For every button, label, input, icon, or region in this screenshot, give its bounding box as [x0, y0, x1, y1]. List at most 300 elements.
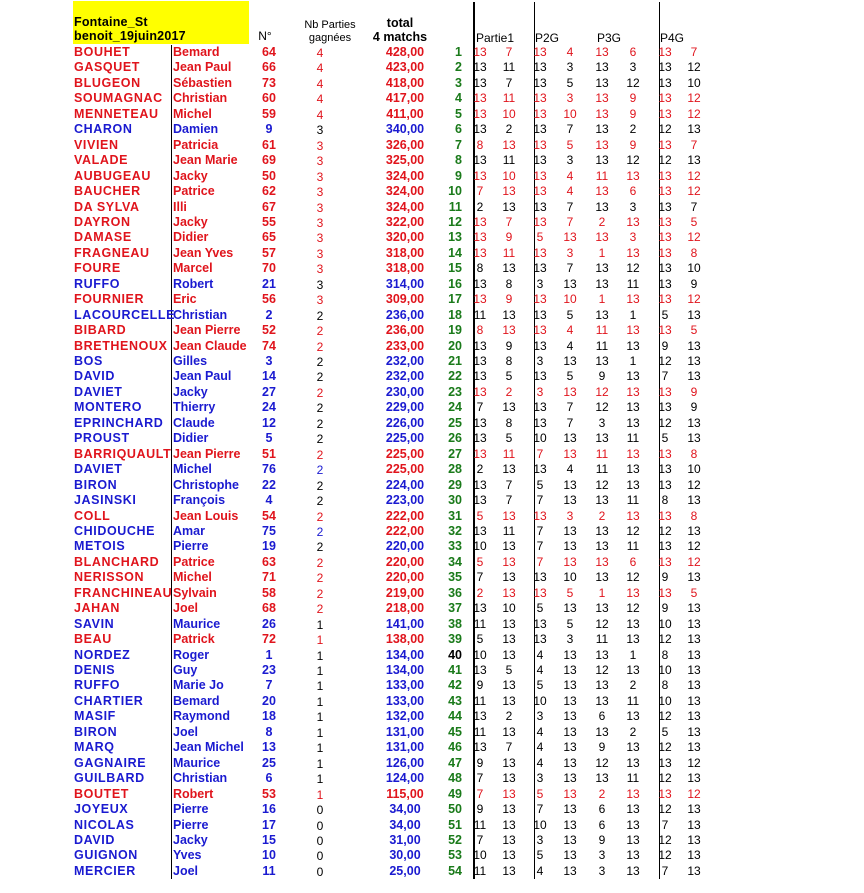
game-score-cell[interactable]: 9: [598, 369, 606, 384]
game-score-cell[interactable]: 13: [473, 709, 487, 724]
game-score-cell[interactable]: 5: [476, 508, 484, 523]
wins-count-cell[interactable]: 1: [316, 741, 324, 756]
game-score-cell[interactable]: 9: [505, 230, 513, 245]
wins-count-cell[interactable]: 4: [316, 61, 324, 76]
game-score-cell[interactable]: 1: [629, 647, 637, 662]
game-score-cell[interactable]: 11: [502, 245, 516, 260]
rank-cell[interactable]: 21: [448, 354, 462, 368]
last-name-cell[interactable]: MASIF: [74, 709, 116, 724]
game-score-cell[interactable]: 10: [563, 106, 577, 121]
first-name-cell[interactable]: Patrice: [173, 184, 215, 199]
game-score-cell[interactable]: 12: [687, 292, 701, 307]
game-score-cell[interactable]: 2: [505, 122, 513, 137]
game-score-cell[interactable]: 13: [595, 647, 609, 662]
total-score-cell[interactable]: 428,00: [385, 45, 425, 59]
last-name-cell[interactable]: VIVIEN: [74, 137, 119, 152]
game-score-cell[interactable]: 13: [687, 863, 701, 878]
game-score-cell[interactable]: 13: [626, 802, 640, 817]
last-name-cell[interactable]: BARRIQUAULT: [74, 446, 172, 461]
game-score-cell[interactable]: 13: [563, 493, 577, 508]
game-score-cell[interactable]: 3: [566, 153, 574, 168]
game-score-cell[interactable]: 7: [505, 214, 513, 229]
last-name-cell[interactable]: FOURE: [74, 261, 121, 276]
total-score-cell[interactable]: 133,00: [385, 693, 425, 708]
game-score-cell[interactable]: 9: [661, 570, 669, 585]
last-name-cell[interactable]: BIRON: [74, 477, 118, 492]
game-score-cell[interactable]: 12: [687, 539, 701, 554]
game-score-cell[interactable]: 13: [595, 771, 609, 786]
game-score-cell[interactable]: 13: [626, 786, 640, 801]
game-score-cell[interactable]: 4: [536, 724, 544, 739]
game-score-cell[interactable]: 5: [505, 663, 513, 677]
game-score-cell[interactable]: 8: [476, 261, 484, 276]
rank-cell[interactable]: 15: [448, 261, 462, 276]
total-score-cell[interactable]: 220,00: [385, 539, 425, 554]
game-score-cell[interactable]: 12: [658, 802, 672, 817]
first-name-cell[interactable]: Christian: [173, 307, 228, 322]
game-score-cell[interactable]: 5: [536, 601, 544, 616]
game-score-cell[interactable]: 12: [626, 601, 640, 616]
game-score-cell[interactable]: 13: [687, 832, 701, 847]
game-score-cell[interactable]: 9: [661, 338, 669, 353]
game-score-cell[interactable]: 2: [629, 678, 637, 693]
player-number-cell[interactable]: 11: [262, 863, 276, 878]
wins-count-cell[interactable]: 3: [316, 185, 324, 200]
first-name-cell[interactable]: Pierre: [173, 817, 209, 832]
game-score-cell[interactable]: 10: [687, 462, 701, 477]
rank-cell[interactable]: 2: [455, 60, 462, 75]
last-name-cell[interactable]: CHARTIER: [74, 693, 144, 708]
game-score-cell[interactable]: 13: [658, 184, 672, 199]
total-score-cell[interactable]: 236,00: [385, 307, 425, 322]
last-name-cell[interactable]: JOYEUX: [74, 802, 129, 817]
player-number-cell[interactable]: 71: [262, 570, 276, 585]
game-score-cell[interactable]: 13: [595, 75, 609, 90]
game-score-cell[interactable]: 3: [629, 199, 637, 214]
player-number-cell[interactable]: 8: [265, 724, 273, 739]
player-number-cell[interactable]: 13: [262, 740, 276, 755]
wins-count-cell[interactable]: 1: [316, 710, 324, 725]
game-score-cell[interactable]: 4: [566, 338, 574, 353]
game-score-cell[interactable]: 3: [536, 354, 544, 368]
rank-cell[interactable]: 42: [448, 678, 462, 693]
game-score-cell[interactable]: 13: [473, 168, 487, 183]
game-score-cell[interactable]: 7: [566, 199, 574, 214]
wins-count-cell[interactable]: 1: [316, 756, 324, 771]
game-score-cell[interactable]: 11: [595, 168, 609, 183]
game-score-cell[interactable]: 2: [598, 214, 606, 229]
game-score-cell[interactable]: 13: [595, 230, 609, 245]
last-name-cell[interactable]: BLUGEON: [74, 75, 141, 90]
last-name-cell[interactable]: BIRON: [74, 724, 118, 739]
game-score-cell[interactable]: 6: [629, 184, 637, 199]
first-name-cell[interactable]: Raymond: [173, 709, 230, 724]
total-score-cell[interactable]: 134,00: [385, 647, 425, 662]
first-name-cell[interactable]: Marie Jo: [173, 678, 224, 693]
player-number-cell[interactable]: 54: [262, 508, 276, 523]
game-score-cell[interactable]: 13: [687, 647, 701, 662]
game-score-cell[interactable]: 13: [687, 307, 701, 322]
game-score-cell[interactable]: 12: [658, 848, 672, 863]
first-name-cell[interactable]: Amar: [173, 523, 205, 538]
game-score-cell[interactable]: 13: [533, 462, 547, 477]
player-number-cell[interactable]: 19: [262, 539, 276, 554]
rank-cell[interactable]: 34: [448, 554, 462, 569]
player-number-cell[interactable]: 6: [265, 771, 273, 786]
game-score-cell[interactable]: 9: [476, 755, 484, 770]
game-score-cell[interactable]: 13: [658, 323, 672, 338]
game-score-cell[interactable]: 13: [626, 384, 640, 399]
first-name-cell[interactable]: Jean Paul: [173, 369, 232, 384]
total-score-cell[interactable]: 417,00: [385, 91, 425, 106]
game-score-cell[interactable]: 13: [658, 60, 672, 75]
game-score-cell[interactable]: 9: [690, 276, 698, 291]
game-score-cell[interactable]: 7: [476, 184, 484, 199]
game-score-cell[interactable]: 13: [533, 632, 547, 647]
game-score-cell[interactable]: 2: [476, 585, 484, 600]
last-name-cell[interactable]: FRAGNEAU: [74, 245, 150, 260]
game-score-cell[interactable]: 13: [473, 601, 487, 616]
player-number-cell[interactable]: 9: [265, 122, 273, 137]
game-score-cell[interactable]: 13: [658, 75, 672, 90]
game-score-cell[interactable]: 13: [502, 307, 516, 322]
game-score-cell[interactable]: 10: [473, 539, 487, 554]
game-score-cell[interactable]: 13: [626, 462, 640, 477]
rank-cell[interactable]: 49: [448, 786, 462, 801]
last-name-cell[interactable]: GASQUET: [74, 60, 141, 75]
game-score-cell[interactable]: 13: [533, 91, 547, 106]
wins-count-cell[interactable]: 4: [316, 46, 324, 60]
game-score-cell[interactable]: 13: [595, 60, 609, 75]
game-score-cell[interactable]: 3: [536, 276, 544, 291]
wins-count-cell[interactable]: 2: [316, 339, 324, 354]
total-score-cell[interactable]: 126,00: [385, 755, 425, 770]
game-score-cell[interactable]: 7: [661, 369, 669, 384]
rank-cell[interactable]: 26: [448, 431, 462, 446]
game-score-cell[interactable]: 13: [626, 292, 640, 307]
game-score-cell[interactable]: 5: [661, 307, 669, 322]
total-score-cell[interactable]: 340,00: [385, 122, 425, 137]
game-score-cell[interactable]: 13: [595, 45, 609, 59]
game-score-cell[interactable]: 11: [502, 523, 516, 538]
game-score-cell[interactable]: 13: [533, 261, 547, 276]
game-score-cell[interactable]: 12: [687, 755, 701, 770]
game-score-cell[interactable]: 13: [473, 415, 487, 430]
game-score-cell[interactable]: 13: [687, 616, 701, 631]
game-score-cell[interactable]: 5: [566, 307, 574, 322]
game-score-cell[interactable]: 13: [595, 493, 609, 508]
last-name-cell[interactable]: GUIGNON: [74, 848, 138, 863]
game-score-cell[interactable]: 13: [658, 477, 672, 492]
game-score-cell[interactable]: 13: [533, 168, 547, 183]
game-score-cell[interactable]: 13: [502, 802, 516, 817]
player-number-cell[interactable]: 15: [262, 832, 276, 847]
first-name-cell[interactable]: Damien: [173, 122, 219, 137]
game-score-cell[interactable]: 2: [505, 384, 513, 399]
last-name-cell[interactable]: MONTERO: [74, 400, 143, 415]
game-score-cell[interactable]: 13: [502, 570, 516, 585]
game-score-cell[interactable]: 7: [536, 539, 544, 554]
game-score-cell[interactable]: 11: [595, 462, 609, 477]
game-score-cell[interactable]: 4: [536, 755, 544, 770]
game-score-cell[interactable]: 4: [566, 168, 574, 183]
total-score-cell[interactable]: 324,00: [385, 199, 425, 214]
player-number-cell[interactable]: 14: [262, 369, 276, 384]
game-score-cell[interactable]: 9: [690, 400, 698, 415]
total-score-cell[interactable]: 134,00: [385, 663, 425, 677]
game-score-cell[interactable]: 12: [687, 554, 701, 569]
game-score-cell[interactable]: 13: [502, 539, 516, 554]
game-score-cell[interactable]: 13: [626, 415, 640, 430]
player-number-cell[interactable]: 60: [262, 91, 276, 106]
game-score-cell[interactable]: 13: [595, 106, 609, 121]
game-score-cell[interactable]: 13: [473, 431, 487, 446]
game-score-cell[interactable]: 12: [626, 570, 640, 585]
last-name-cell[interactable]: NORDEZ: [74, 647, 131, 662]
rank-cell[interactable]: 12: [448, 214, 462, 229]
total-score-cell[interactable]: 229,00: [385, 400, 425, 415]
game-score-cell[interactable]: 13: [502, 771, 516, 786]
first-name-cell[interactable]: Christophe: [173, 477, 239, 492]
game-score-cell[interactable]: 7: [505, 493, 513, 508]
game-score-cell[interactable]: 13: [595, 539, 609, 554]
wins-count-cell[interactable]: 1: [316, 664, 324, 678]
total-score-cell[interactable]: 411,00: [386, 106, 424, 121]
game-score-cell[interactable]: 7: [661, 817, 669, 832]
wins-count-cell[interactable]: 1: [316, 787, 324, 802]
game-score-cell[interactable]: 12: [658, 523, 672, 538]
total-score-cell[interactable]: 326,00: [385, 137, 425, 152]
game-score-cell[interactable]: 12: [626, 75, 640, 90]
game-score-cell[interactable]: 10: [533, 693, 547, 708]
game-score-cell[interactable]: 13: [687, 153, 701, 168]
game-score-cell[interactable]: 13: [502, 724, 516, 739]
game-score-cell[interactable]: 13: [502, 632, 516, 647]
wins-count-cell[interactable]: 0: [316, 818, 324, 833]
last-name-cell[interactable]: MENNETEAU: [74, 106, 159, 121]
player-number-cell[interactable]: 65: [262, 230, 276, 245]
last-name-cell[interactable]: JASINSKI: [74, 493, 137, 508]
total-score-cell[interactable]: 225,00: [385, 431, 425, 446]
game-score-cell[interactable]: 13: [533, 45, 547, 59]
player-number-cell[interactable]: 57: [262, 245, 276, 260]
game-score-cell[interactable]: 13: [595, 153, 609, 168]
game-score-cell[interactable]: 11: [502, 153, 516, 168]
game-score-cell[interactable]: 7: [566, 214, 574, 229]
game-score-cell[interactable]: 12: [626, 261, 640, 276]
player-number-cell[interactable]: 3: [265, 354, 273, 368]
game-score-cell[interactable]: 13: [687, 663, 701, 677]
game-score-cell[interactable]: 13: [595, 678, 609, 693]
total-score-cell[interactable]: 220,00: [385, 570, 425, 585]
game-score-cell[interactable]: 12: [687, 60, 701, 75]
total-score-cell[interactable]: 219,00: [385, 585, 425, 600]
game-score-cell[interactable]: 13: [626, 400, 640, 415]
game-score-cell[interactable]: 13: [595, 307, 609, 322]
last-name-cell[interactable]: FRANCHINEAU: [74, 585, 173, 600]
game-score-cell[interactable]: 9: [598, 740, 606, 755]
total-score-cell[interactable]: 222,00: [385, 523, 425, 538]
game-score-cell[interactable]: 13: [473, 245, 487, 260]
game-score-cell[interactable]: 13: [533, 616, 547, 631]
first-name-cell[interactable]: Michel: [173, 462, 212, 477]
last-name-cell[interactable]: MERCIER: [74, 863, 136, 878]
game-score-cell[interactable]: 1: [598, 292, 606, 307]
game-score-cell[interactable]: 8: [661, 493, 669, 508]
game-score-cell[interactable]: 9: [629, 91, 637, 106]
game-score-cell[interactable]: 13: [473, 493, 487, 508]
game-score-cell[interactable]: 13: [626, 740, 640, 755]
game-score-cell[interactable]: 13: [626, 214, 640, 229]
game-score-cell[interactable]: 13: [595, 199, 609, 214]
first-name-cell[interactable]: Jacky: [173, 214, 208, 229]
game-score-cell[interactable]: 12: [658, 122, 672, 137]
player-number-cell[interactable]: 69: [262, 153, 276, 168]
game-score-cell[interactable]: 12: [595, 663, 609, 677]
game-score-cell[interactable]: 13: [533, 153, 547, 168]
game-score-cell[interactable]: 13: [687, 709, 701, 724]
game-score-cell[interactable]: 10: [563, 292, 577, 307]
game-score-cell[interactable]: 13: [687, 338, 701, 353]
game-score-cell[interactable]: 13: [658, 261, 672, 276]
game-score-cell[interactable]: 4: [566, 323, 574, 338]
player-number-cell[interactable]: 1: [265, 647, 273, 662]
game-score-cell[interactable]: 13: [626, 446, 640, 461]
game-score-cell[interactable]: 13: [687, 740, 701, 755]
game-score-cell[interactable]: 8: [690, 446, 698, 461]
game-score-cell[interactable]: 13: [563, 663, 577, 677]
game-score-cell[interactable]: 13: [626, 709, 640, 724]
last-name-cell[interactable]: DAVID: [74, 369, 115, 384]
rank-cell[interactable]: 36: [448, 585, 462, 600]
first-name-cell[interactable]: Patrick: [173, 632, 215, 647]
game-score-cell[interactable]: 13: [626, 369, 640, 384]
game-score-cell[interactable]: 13: [687, 369, 701, 384]
first-name-cell[interactable]: Michel: [173, 570, 212, 585]
game-score-cell[interactable]: 13: [595, 137, 609, 152]
player-number-cell[interactable]: 55: [262, 214, 276, 229]
game-score-cell[interactable]: 13: [658, 276, 672, 291]
rank-cell[interactable]: 39: [448, 632, 462, 647]
game-score-cell[interactable]: 6: [598, 709, 606, 724]
wins-count-cell[interactable]: 4: [316, 76, 324, 91]
game-score-cell[interactable]: 2: [629, 724, 637, 739]
game-score-cell[interactable]: 13: [533, 137, 547, 152]
player-number-cell[interactable]: 26: [262, 616, 276, 631]
game-score-cell[interactable]: 13: [658, 554, 672, 569]
game-score-cell[interactable]: 10: [563, 570, 577, 585]
player-number-cell[interactable]: 50: [262, 168, 276, 183]
game-score-cell[interactable]: 6: [598, 802, 606, 817]
total-score-cell[interactable]: 224,00: [385, 477, 425, 492]
game-score-cell[interactable]: 10: [473, 848, 487, 863]
game-score-cell[interactable]: 10: [533, 817, 547, 832]
rank-cell[interactable]: 38: [448, 616, 462, 631]
rank-cell[interactable]: 33: [448, 539, 462, 554]
wins-count-cell[interactable]: 3: [316, 123, 324, 138]
game-score-cell[interactable]: 13: [473, 122, 487, 137]
player-number-cell[interactable]: 70: [262, 261, 276, 276]
game-score-cell[interactable]: 6: [629, 554, 637, 569]
game-score-cell[interactable]: 13: [595, 91, 609, 106]
game-score-cell[interactable]: 9: [505, 338, 513, 353]
game-score-cell[interactable]: 10: [502, 601, 516, 616]
total-score-cell[interactable]: 309,00: [385, 292, 425, 307]
rank-cell[interactable]: 54: [448, 863, 462, 878]
game-score-cell[interactable]: 6: [629, 45, 637, 59]
wins-count-cell[interactable]: 1: [316, 772, 324, 787]
last-name-cell[interactable]: RUFFO: [74, 276, 121, 291]
game-score-cell[interactable]: 13: [563, 678, 577, 693]
game-score-cell[interactable]: 1: [629, 354, 637, 368]
total-score-cell[interactable]: 132,00: [385, 709, 425, 724]
game-score-cell[interactable]: 13: [687, 493, 701, 508]
game-score-cell[interactable]: 13: [626, 508, 640, 523]
game-score-cell[interactable]: 10: [658, 693, 672, 708]
player-number-cell[interactable]: 2: [265, 307, 273, 322]
game-score-cell[interactable]: 13: [533, 508, 547, 523]
game-score-cell[interactable]: 4: [566, 45, 574, 59]
player-number-cell[interactable]: 61: [262, 137, 276, 152]
player-number-cell[interactable]: 7: [265, 678, 273, 693]
player-number-cell[interactable]: 64: [262, 45, 276, 59]
rank-cell[interactable]: 8: [455, 153, 462, 168]
game-score-cell[interactable]: 8: [505, 276, 513, 291]
rank-cell[interactable]: 22: [448, 369, 462, 384]
game-score-cell[interactable]: 9: [505, 292, 513, 307]
game-score-cell[interactable]: 4: [566, 462, 574, 477]
game-score-cell[interactable]: 13: [595, 431, 609, 446]
game-score-cell[interactable]: 13: [563, 354, 577, 368]
game-score-cell[interactable]: 13: [595, 354, 609, 368]
last-name-cell[interactable]: GAGNAIRE: [74, 755, 147, 770]
rank-cell[interactable]: 37: [448, 601, 462, 616]
game-score-cell[interactable]: 3: [536, 384, 544, 399]
game-score-cell[interactable]: 13: [533, 75, 547, 90]
game-score-cell[interactable]: 13: [658, 91, 672, 106]
game-score-cell[interactable]: 13: [502, 554, 516, 569]
game-score-cell[interactable]: 3: [598, 848, 606, 863]
game-score-cell[interactable]: 13: [533, 415, 547, 430]
player-number-cell[interactable]: 72: [262, 632, 276, 647]
rank-cell[interactable]: 27: [448, 446, 462, 461]
game-score-cell[interactable]: 1: [598, 585, 606, 600]
last-name-cell[interactable]: CHIDOUCHE: [74, 523, 156, 538]
player-number-cell[interactable]: 66: [262, 60, 276, 75]
game-score-cell[interactable]: 7: [536, 446, 544, 461]
player-number-cell[interactable]: 62: [262, 184, 276, 199]
player-number-cell[interactable]: 4: [265, 493, 273, 508]
last-name-cell[interactable]: BAUCHER: [74, 184, 141, 199]
game-score-cell[interactable]: 11: [626, 693, 640, 708]
last-name-cell[interactable]: NERISSON: [74, 570, 145, 585]
first-name-cell[interactable]: Didier: [173, 230, 209, 245]
total-score-cell[interactable]: 34,00: [389, 802, 421, 817]
game-score-cell[interactable]: 13: [658, 446, 672, 461]
player-number-cell[interactable]: 58: [262, 585, 276, 600]
game-score-cell[interactable]: 7: [505, 477, 513, 492]
wins-count-cell[interactable]: 2: [316, 524, 324, 539]
first-name-cell[interactable]: Marcel: [173, 261, 213, 276]
game-score-cell[interactable]: 13: [563, 832, 577, 847]
game-score-cell[interactable]: 13: [563, 523, 577, 538]
game-score-cell[interactable]: 13: [658, 508, 672, 523]
rank-cell[interactable]: 50: [448, 802, 462, 817]
game-score-cell[interactable]: 13: [533, 585, 547, 600]
game-score-cell[interactable]: 13: [533, 122, 547, 137]
game-score-cell[interactable]: 9: [661, 601, 669, 616]
total-score-cell[interactable]: 138,00: [385, 632, 425, 647]
